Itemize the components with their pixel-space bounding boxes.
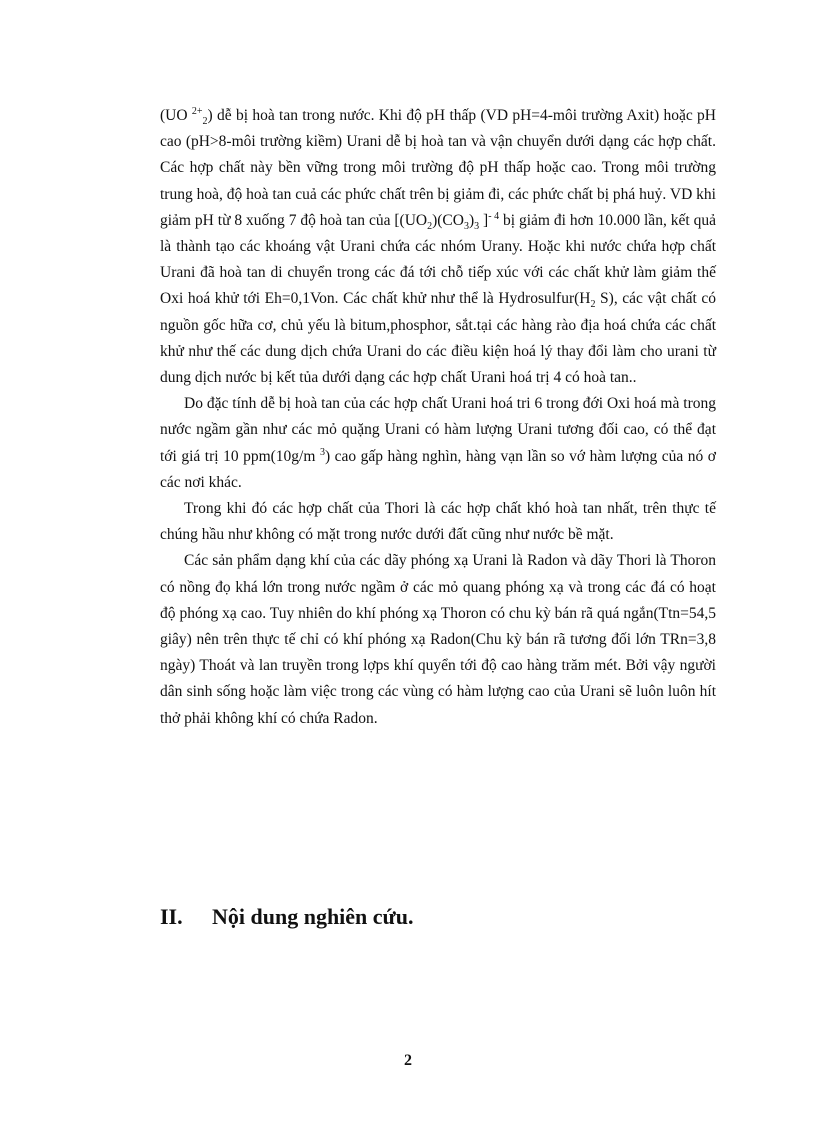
subscript: 2 [202,116,208,128]
section-title: Nội dung nghiên cứu. [212,904,414,929]
text-run: ] [479,211,489,229]
paragraph-3: Trong khi đó các hợp chất của Thori là các hợp chất khó hoà tan nhất, trên thực tế chúng hầu như không có mặt trong nước dưới đất cũng như nước bề mặt. [160,500,716,544]
page-number: 2 [404,1052,412,1069]
subscript: 2 [427,220,433,232]
superscript: 2+ [191,105,203,117]
text-run: )(CO [432,211,464,229]
section-number: II. [160,904,183,929]
text-run: (UO [160,107,192,124]
paragraph-4: Các sản phẩm dạng khí của các dãy phóng xạ Urani là Radon và dãy Thori là Thoron có nồng đọ khá lớn trong nước ngầm ở các mỏ quang phóng xạ và trong các đá có hoạt độ phóng xạ cao. Tuy nhiên do khí phóng xạ Thoron có chu kỳ bán rã quá ngắn(Ttn=54,5 giây) nên trên thực tế chỉ có khí phóng xạ Radon(Chu kỳ bán rã tương đối lớn TRn=3,8 ngày) Thoát và lan truyền trong lợps khí quyển tới độ cao hàng trăm mét. Bởi vậy người dân sinh sống hoặc làm việc trong các vùng có hàm lượng cao của Urani sẽ luôn luôn hít thở phải không khí có chứa Radon. [160,552,716,727]
subscript: 3 [474,220,480,232]
paragraph-2 [160,391,716,496]
subscript: 2 [590,299,596,311]
superscript: - 4 [488,210,500,222]
text-run: ) dễ bị hoà tan trong nước. Khi độ pH thấp (VD pH=4-môi trường Axit) hoặc pH cao (pH>8-môi trường kiềm) Urani dễ bị hoà tan và vận chuyển dưới dạng các hợp chất. Các hợp chất này bền vững trong môi trường độ pH thấp hoặc cao. Trong môi trường trung hoà, độ hoà tan cuả các phức chất trên bị giảm đi, các phức chất bị phá huỷ. VD khi giảm pH từ 8 xuống 7 độ hoà tan của [(UO [160,107,716,229]
text-run: ) [468,211,475,229]
subscript: 3 [463,220,469,232]
body-text [160,103,716,732]
section-heading [160,904,414,930]
text-run: Do đặc tính dễ bị hoà tan của các hợp chất Urani hoá tri 6 trong đới Oxi hoá mà trong nước ngầm gần như các mỏ quặng Urani có hàm lượng Urani tương đối cao, có thể đạt tới giá trị 10 ppm(10g/m [160,395,716,465]
text-run: ) cao gấp hàng nghìn, hàng vạn lần so vớ hàm lượng của nó ơ các nơi khác. [160,447,716,491]
superscript: 3 [319,446,325,458]
text-run: S), các vật chất có nguồn gốc hữa cơ, chủ yếu là bitum,phosphor, sắt.tại các hàng rào địa hoá chứa các chất khử như thế các dung dịch chứa Urani do các điều kiện hoá lý thay đổi làm cho urani từ dung dịch nước bị kết tủa dưới dạng các hợp chất Urani hoá trị 4 có hoà tan.. [160,290,716,387]
text-run: bị giảm đi hơn 10.000 lần, kết quả là thành tạo các khoáng vật Urani chứa các nhóm Urany. Hoặc khi nước chứa hợp chất Urani đã hoà tan di chuyển trong các đá tới chỗ tiếp xúc với các chất khử làm giảm thế Oxi hoá khử tới Eh=0,1Von. Các chất khử như thể là Hydrosulfur(H [160,211,716,308]
paragraph-1 [160,103,716,391]
